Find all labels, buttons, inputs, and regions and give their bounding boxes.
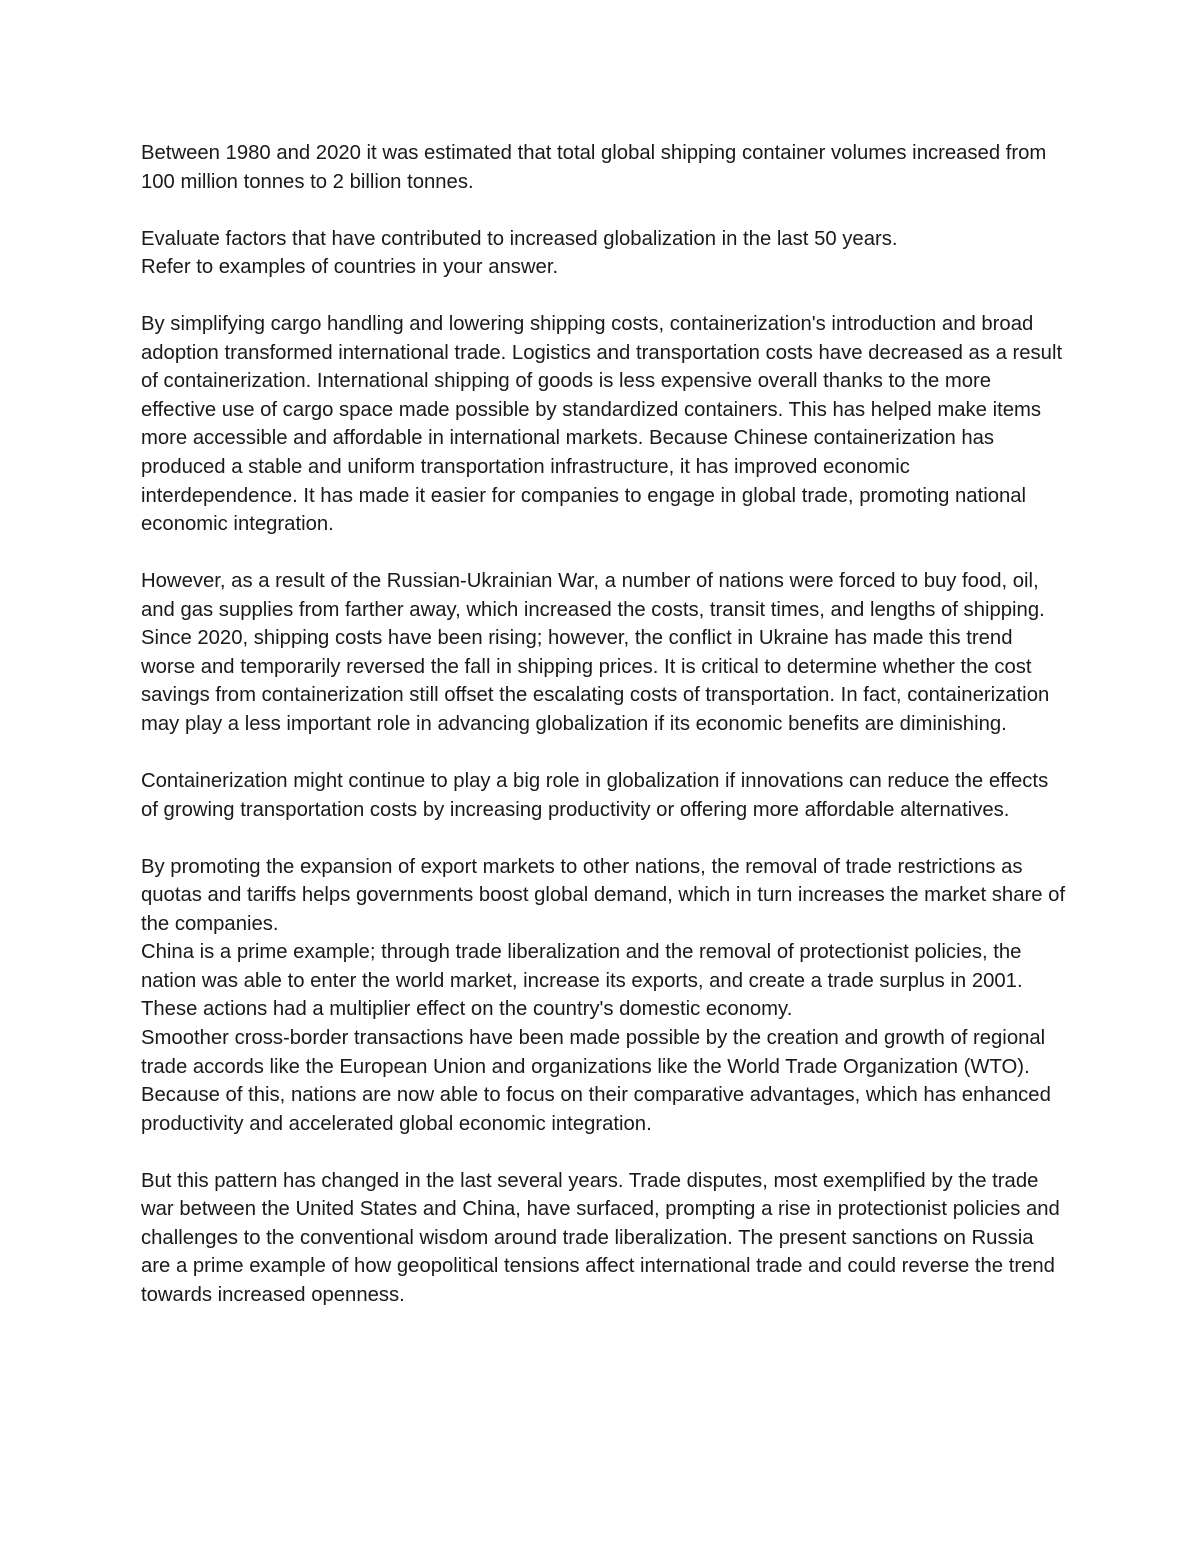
trade-disputes-paragraph: But this pattern has changed in the last several years. Trade disputes, most exemplified by the trade war between the United States and China, have surfaced, prompting a rise in protectionist policies and challenges to the conventional wisdom around trade liberalization. The present sanctions on Russia are a prime example of how geopolitical tensions affect international trade and could reverse the trend towards increased openness. [141, 1169, 1060, 1306]
innovation-paragraph: Containerization might continue to play a big role in globalization if innovations can reduce the effects of growing transportation costs by increasing productivity or offering more affordable alternatives. [141, 770, 1049, 821]
question-stem-paragraph: Between 1980 and 2020 it was estimated that total global shipping container volumes increased from 100 million tonnes to 2 billion tonnes. [141, 142, 1047, 193]
document-body [141, 139, 1066, 1338]
question-instruction-line: Refer to examples of countries in your answer. [141, 256, 559, 279]
containerization-paragraph: By simplifying cargo handling and lowering shipping costs, containerization's introduction and broad adoption transformed international trade. Logistics and transportation costs have decreased as a result of containerization. International shipping of goods is less expensive overall thanks to the more effective use of cargo space made possible by standardized containers. This has helped make items more accessible and affordable in international markets. Because Chinese containerization has produced a stable and uniform transportation infrastructure, it has improved economic interdependence. It has made it easier for companies to engage in global trade, promoting national economic integration. [141, 313, 1063, 536]
trade-accords-paragraph: Smoother cross-border transactions have been made possible by the creation and growth of regional trade accords like the European Union and organizations like the World Trade Organization (WTO). Because of this, nations are now able to focus on their comparative advantages, which has enhanced productivity and accelerated global economic integration. [141, 1026, 1051, 1135]
russia-ukraine-war-paragraph: However, as a result of the Russian-Ukrainian War, a number of nations were forced to buy food, oil, and gas supplies from farther away, which increased the costs, transit times, and lengths of shipping. Since 2020, shipping costs have been rising; however, the conflict in Ukraine has made this trend worse and temporarily reversed the fall in shipping prices. It is critical to determine whether the cost savings from containerization still offset the escalating costs of transportation. In fact, containerization may play a less important role in advancing globalization if its economic benefits are diminishing. [141, 570, 1050, 735]
question-prompt-line: Evaluate factors that have contributed to increased globalization in the last 50 years. [141, 227, 898, 250]
china-example-paragraph: China is a prime example; through trade liberalization and the removal of protectionist policies, the nation was able to enter the world market, increase its exports, and create a trade surplus in 2001. These actions had a multiplier effect on the country's domestic economy. [141, 941, 1023, 1021]
trade-restrictions-paragraph: By promoting the expansion of export markets to other nations, the removal of trade restrictions as quotas and tariffs helps governments boost global demand, which in turn increases the market share of the companies. [141, 855, 1066, 935]
